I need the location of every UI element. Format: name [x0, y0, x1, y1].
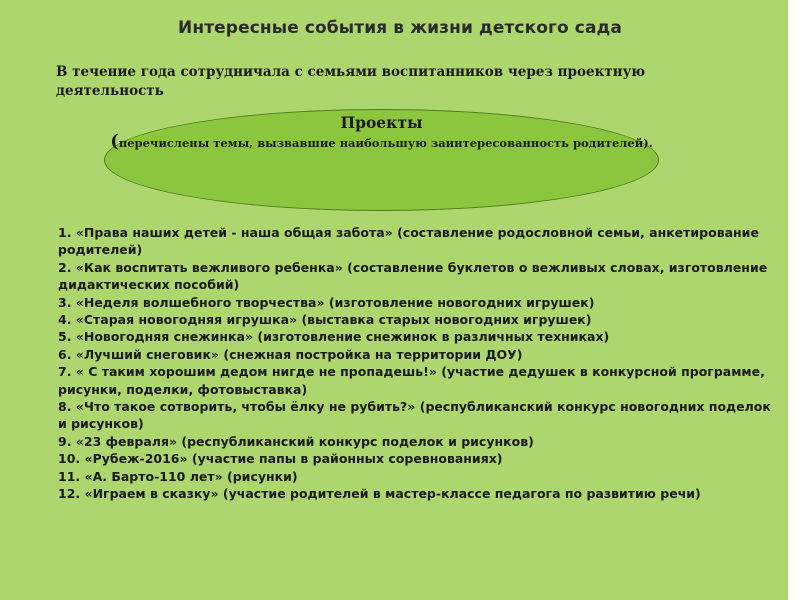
- list-item: 1. «Права наших детей - наша общая забота» (составление родословной семьи, анкетирование родителей): [58, 225, 759, 258]
- list-item: 8. «Что такое сотворить, чтобы ёлку не рубить?» (республиканский конкурс новогодних поделок и рисунков): [58, 399, 771, 432]
- list-item: 10. «Рубеж-2016» (участие папы в районных соревнованиях): [58, 451, 503, 467]
- projects-oval-paren: (: [110, 131, 119, 152]
- projects-oval-note-text: перечислены темы, вызвавшие наибольшую заинтересованность родителей).: [118, 136, 653, 150]
- projects-oval-note: [104, 131, 659, 152]
- projects-list: [58, 224, 778, 503]
- projects-oval-title: Проекты: [340, 113, 423, 132]
- list-item: 4. «Старая новогодняя игрушка» (выставка старых новогодних игрушек): [58, 312, 592, 328]
- projects-oval-text: [104, 113, 659, 151]
- slide-title: Интересные события в жизни детского сада: [178, 18, 622, 38]
- list-item: 3. «Неделя волшебного творчества» (изготовление новогодних игрушек): [58, 294, 595, 310]
- list-item: 9. «23 февраля» (республиканский конкурс поделок и рисунков): [58, 433, 534, 449]
- list-item: 12. «Играем в сказку» (участие родителей в мастер-классе педагога по развитию речи): [58, 486, 701, 502]
- list-item: 7. « С таким хорошим дедом нигде не пропадешь!» (участие дедушек в конкурсной программе, рисунки, поделки, фотовыставка): [58, 364, 765, 397]
- intro-text: В течение года сотрудничала с семьями воспитанников через проектную деятельность: [56, 64, 646, 99]
- list-item: 6. «Лучший снеговик» (снежная постройка на территории ДОУ): [58, 346, 523, 362]
- list-item: 5. «Новогодняя снежинка» (изготовление снежинок в различных техниках): [58, 329, 610, 345]
- list-item: 2. «Как воспитать вежливого ребенка» (составление буклетов о вежливых словах, изготовление дидактических пособий): [58, 259, 768, 293]
- list-item: 11. «А. Барто-110 лет» (рисунки): [58, 468, 298, 484]
